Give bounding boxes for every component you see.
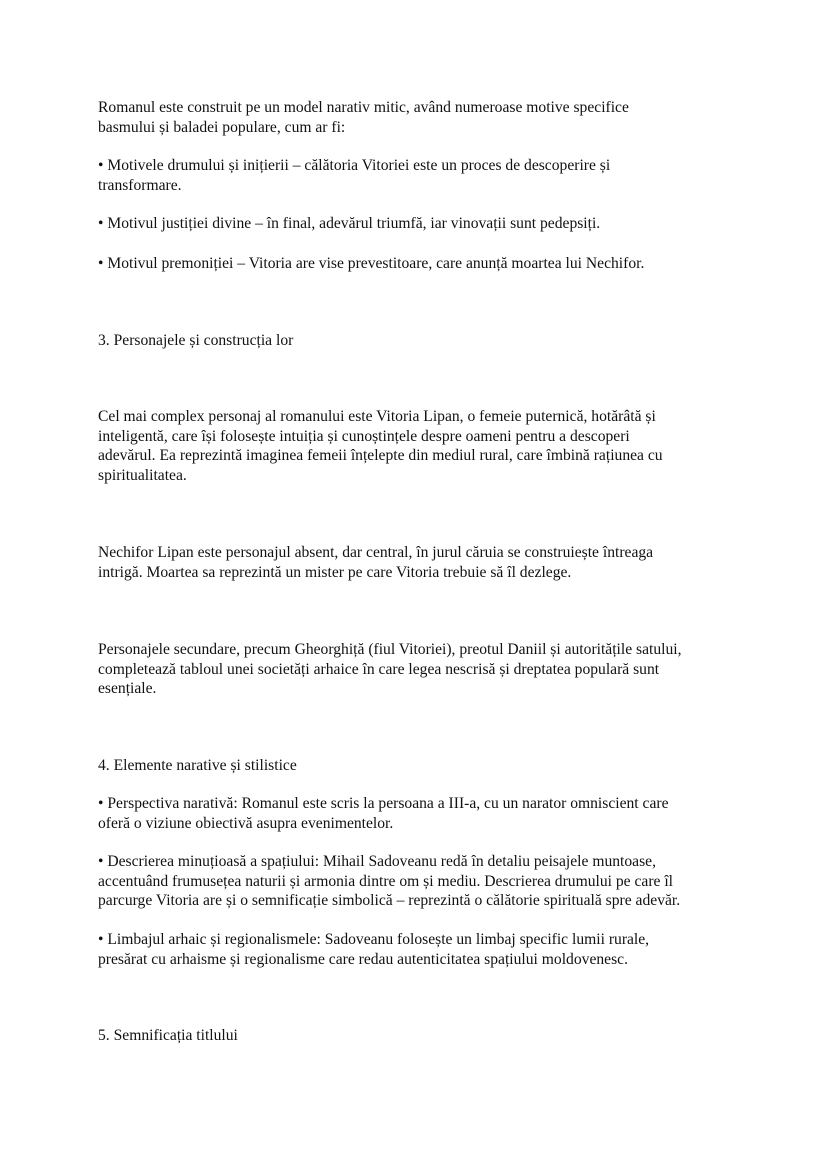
motif-item-journey: [98, 156, 738, 195]
text-line: • Motivul justiției divine – în final, adevărul triumfă, iar vinovații sunt pedepsiți.: [98, 215, 601, 232]
paragraph-secondary-characters: [98, 640, 738, 699]
text-line: basmului și baladei populare, cum ar fi:: [98, 118, 346, 136]
text-line: parcurge Vitoria are și o semnificație simbolică – reprezintă o călătorie spirituală spre adevăr.: [98, 892, 681, 909]
text-line: presărat cu arhaisme și regionalisme care redau autenticitatea spațiului moldovenesc.: [98, 950, 628, 968]
list-item-perspective: [98, 794, 738, 833]
text-line: Cel mai complex personaj al romanului este Vitoria Lipan, o femeie puternică, hotărâtă și: [98, 408, 656, 425]
text-line: completează tabloul unei societăți arhaice în care legea nescrisă și dreptatea populară sunt: [98, 660, 660, 678]
text-line: • Perspectiva narativă: Romanul este scris la persoana a III-a, cu un narator omniscient care: [98, 795, 669, 812]
text-line: • Limbajul arhaic și regionalismele: Sadoveanu folosește un limbaj specific lumii rurale,: [98, 931, 650, 948]
text-line: • Motivele drumului și inițierii – călătoria Vitoriei este un proces de descoperire și: [98, 157, 611, 174]
motif-item-justice: [98, 214, 738, 234]
text-line: • Motivul premoniției – Vitoria are vise prevestitoare, care anunță moartea lui Nechifor.: [98, 255, 645, 272]
text-line: transformare.: [98, 176, 182, 194]
section-heading: 5. Semnificația titlului: [98, 1027, 238, 1044]
motif-item-premonition: [98, 254, 738, 274]
list-item-space-description: [98, 852, 738, 911]
text-line: Nechifor Lipan este personajul absent, dar central, în jurul căruia se construiește întreaga: [98, 544, 654, 561]
paragraph-nechifor: [98, 543, 738, 582]
text-line: Personajele secundare, precum Gheorghiță (fiul Vitoriei), preotul Daniil și autoritățile satului,: [98, 641, 682, 658]
section-heading: 3. Personajele și construcția lor: [98, 332, 294, 349]
text-line: inteligentă, care își folosește intuiția și cunoștințele despre oameni pentru a descoperi: [98, 427, 630, 445]
text-line: oferă o viziune obiectivă asupra evenimentelor.: [98, 814, 394, 832]
text-line: • Descrierea minuțioasă a spațiului: Mihail Sadoveanu redă în detaliu peisajele muntoase,: [98, 853, 656, 870]
text-line: intrigă. Moartea sa reprezintă un mister pe care Vitoria trebuie să îl dezlege.: [98, 563, 572, 581]
text-line: spiritualitatea.: [98, 466, 187, 484]
section-heading: 4. Elemente narative și stilistice: [98, 757, 297, 774]
text-line: Romanul este construit pe un model narativ mitic, având numeroase motive specifice: [98, 99, 629, 116]
text-line: esențiale.: [98, 680, 157, 697]
paragraph-vitoria: [98, 407, 738, 485]
text-line: adevărul. Ea reprezintă imaginea femeii înțelepte din mediul rural, care îmbină rațiunea cu: [98, 447, 663, 464]
intro-paragraph: [98, 98, 738, 137]
text-line: accentuând frumusețea naturii și armonia dintre om și mediu. Descrierea drumului pe care îl: [98, 872, 674, 890]
list-item-language: [98, 930, 738, 969]
